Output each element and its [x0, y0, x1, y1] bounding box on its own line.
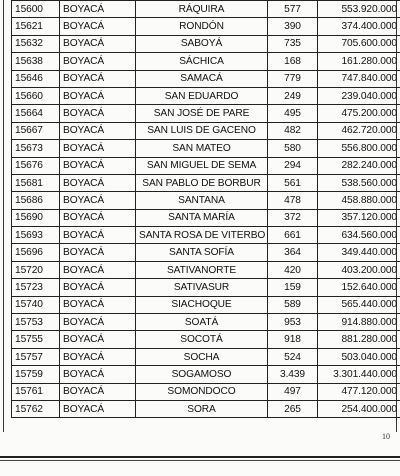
count-cell: 390	[268, 18, 318, 35]
amount-cell: 556.800.000	[318, 140, 400, 157]
count-cell: 953	[268, 314, 318, 331]
municipality-code-cell: 15673	[12, 140, 60, 157]
municipality-name-cell: RÁQUIRA	[136, 1, 268, 18]
amount-cell: 462.720.000	[318, 122, 400, 139]
amount-cell: 503.040.000	[318, 348, 400, 365]
count-cell: 294	[268, 157, 318, 174]
department-cell: BOYACÁ	[60, 174, 136, 191]
table-row	[12, 192, 400, 209]
count-cell: 735	[268, 35, 318, 52]
count-cell: 779	[268, 70, 318, 87]
municipality-name-cell: SABOYÁ	[136, 35, 268, 52]
amount-cell: 634.560.000	[318, 227, 400, 244]
table-row	[12, 383, 400, 400]
table-row	[12, 279, 400, 296]
department-cell: BOYACÁ	[60, 331, 136, 348]
table-row	[12, 366, 400, 383]
department-cell: BOYACÁ	[60, 157, 136, 174]
table-frame	[3, 0, 397, 432]
amount-cell: 282.240.000	[318, 157, 400, 174]
municipality-name-cell: SAN EDUARDO	[136, 87, 268, 104]
amount-cell: 565.440.000	[318, 296, 400, 313]
municipality-code-cell: 15759	[12, 366, 60, 383]
count-cell: 497	[268, 383, 318, 400]
department-cell: BOYACÁ	[60, 348, 136, 365]
department-cell: BOYACÁ	[60, 105, 136, 122]
municipality-code-cell: 15676	[12, 157, 60, 174]
municipality-name-cell: SAN MIGUEL DE SEMA	[136, 157, 268, 174]
municipality-name-cell: SOGAMOSO	[136, 366, 268, 383]
department-cell: BOYACÁ	[60, 87, 136, 104]
municipality-name-cell: SAN JOSÉ DE PARE	[136, 105, 268, 122]
municipality-name-cell: SAN MATEO	[136, 140, 268, 157]
department-cell: BOYACÁ	[60, 192, 136, 209]
department-cell: BOYACÁ	[60, 314, 136, 331]
count-cell: 265	[268, 400, 318, 417]
count-cell: 918	[268, 331, 318, 348]
municipality-code-cell: 15646	[12, 70, 60, 87]
municipality-code-cell: 15638	[12, 53, 60, 70]
count-cell: 249	[268, 87, 318, 104]
municipality-code-cell: 15681	[12, 174, 60, 191]
municipality-code-cell: 15761	[12, 383, 60, 400]
amount-cell: 477.120.000	[318, 383, 400, 400]
municipality-name-cell: SANTANA	[136, 192, 268, 209]
table-row	[12, 87, 400, 104]
department-cell: BOYACÁ	[60, 383, 136, 400]
department-cell: BOYACÁ	[60, 18, 136, 35]
municipality-name-cell: SATIVANORTE	[136, 261, 268, 278]
count-cell: 159	[268, 279, 318, 296]
municipality-name-cell: SOATÁ	[136, 314, 268, 331]
amount-cell: 553.920.000	[318, 1, 400, 18]
municipality-name-cell: SANTA MARÍA	[136, 209, 268, 226]
municipality-table	[11, 0, 400, 418]
count-cell: 661	[268, 227, 318, 244]
count-cell: 372	[268, 209, 318, 226]
count-cell: 495	[268, 105, 318, 122]
department-cell: BOYACÁ	[60, 261, 136, 278]
bottom-rule	[0, 456, 400, 458]
amount-cell: 538.560.000	[318, 174, 400, 191]
municipality-code-cell: 15660	[12, 87, 60, 104]
municipality-name-cell: SOCOTÁ	[136, 331, 268, 348]
municipality-code-cell: 15762	[12, 400, 60, 417]
department-cell: BOYACÁ	[60, 244, 136, 261]
amount-cell: 747.840.000	[318, 70, 400, 87]
count-cell: 3.439	[268, 366, 318, 383]
amount-cell: 403.200.000	[318, 261, 400, 278]
municipality-name-cell: SAN LUIS DE GACENO	[136, 122, 268, 139]
table-row	[12, 157, 400, 174]
count-cell: 478	[268, 192, 318, 209]
table-row	[12, 244, 400, 261]
department-cell: BOYACÁ	[60, 227, 136, 244]
count-cell: 580	[268, 140, 318, 157]
municipality-name-cell: RONDÓN	[136, 18, 268, 35]
amount-cell: 374.400.000	[318, 18, 400, 35]
table-row	[12, 331, 400, 348]
department-cell: BOYACÁ	[60, 296, 136, 313]
table-body	[12, 1, 400, 418]
municipality-code-cell: 15740	[12, 296, 60, 313]
municipality-code-cell: 15696	[12, 244, 60, 261]
municipality-name-cell: SANTA ROSA DE VITERBO	[136, 227, 268, 244]
amount-cell: 458.880.000	[318, 192, 400, 209]
department-cell: BOYACÁ	[60, 279, 136, 296]
municipality-code-cell: 15667	[12, 122, 60, 139]
count-cell: 482	[268, 122, 318, 139]
count-cell: 577	[268, 1, 318, 18]
table-row	[12, 314, 400, 331]
municipality-code-cell: 15723	[12, 279, 60, 296]
table-row	[12, 348, 400, 365]
amount-cell: 705.600.000	[318, 35, 400, 52]
municipality-code-cell: 15693	[12, 227, 60, 244]
count-cell: 589	[268, 296, 318, 313]
amount-cell: 357.120.000	[318, 209, 400, 226]
municipality-name-cell: SOCHA	[136, 348, 268, 365]
table-row	[12, 296, 400, 313]
municipality-code-cell: 15686	[12, 192, 60, 209]
table-row	[12, 53, 400, 70]
municipality-name-cell: SORA	[136, 400, 268, 417]
municipality-name-cell: SATIVASUR	[136, 279, 268, 296]
department-cell: BOYACÁ	[60, 140, 136, 157]
count-cell: 420	[268, 261, 318, 278]
municipality-code-cell: 15600	[12, 1, 60, 18]
page-number: 10	[382, 432, 390, 441]
municipality-code-cell: 15664	[12, 105, 60, 122]
department-cell: BOYACÁ	[60, 122, 136, 139]
municipality-name-cell: SÁCHICA	[136, 53, 268, 70]
municipality-name-cell: SIACHOQUE	[136, 296, 268, 313]
table-row	[12, 18, 400, 35]
amount-cell: 152.640.000	[318, 279, 400, 296]
table-row	[12, 261, 400, 278]
department-cell: BOYACÁ	[60, 366, 136, 383]
municipality-name-cell: SOMONDOCO	[136, 383, 268, 400]
municipality-name-cell: SANTA SOFÍA	[136, 244, 268, 261]
municipality-code-cell: 15757	[12, 348, 60, 365]
department-cell: BOYACÁ	[60, 35, 136, 52]
table-row	[12, 400, 400, 417]
amount-cell: 881.280.000	[318, 331, 400, 348]
amount-cell: 349.440.000	[318, 244, 400, 261]
municipality-name-cell: SAN PABLO DE BORBUR	[136, 174, 268, 191]
department-cell: BOYACÁ	[60, 209, 136, 226]
table-row	[12, 140, 400, 157]
department-cell: BOYACÁ	[60, 400, 136, 417]
amount-cell: 475.200.000	[318, 105, 400, 122]
municipality-code-cell: 15621	[12, 18, 60, 35]
amount-cell: 254.400.000	[318, 400, 400, 417]
bottom-rule-thin	[0, 460, 400, 461]
municipality-code-cell: 15720	[12, 261, 60, 278]
amount-cell: 3.301.440.000	[318, 366, 400, 383]
table-row	[12, 105, 400, 122]
amount-cell: 914.880.000	[318, 314, 400, 331]
count-cell: 364	[268, 244, 318, 261]
department-cell: BOYACÁ	[60, 53, 136, 70]
department-cell: BOYACÁ	[60, 1, 136, 18]
department-cell: BOYACÁ	[60, 70, 136, 87]
table-row	[12, 174, 400, 191]
municipality-code-cell: 15753	[12, 314, 60, 331]
count-cell: 168	[268, 53, 318, 70]
table-row	[12, 70, 400, 87]
count-cell: 561	[268, 174, 318, 191]
municipality-code-cell: 15690	[12, 209, 60, 226]
municipality-code-cell: 15632	[12, 35, 60, 52]
table-row	[12, 35, 400, 52]
table-row	[12, 1, 400, 18]
municipality-code-cell: 15755	[12, 331, 60, 348]
count-cell: 524	[268, 348, 318, 365]
amount-cell: 161.280.000	[318, 53, 400, 70]
table-row	[12, 209, 400, 226]
table-row	[12, 227, 400, 244]
amount-cell: 239.040.000	[318, 87, 400, 104]
table-row	[12, 122, 400, 139]
municipality-name-cell: SAMACÁ	[136, 70, 268, 87]
